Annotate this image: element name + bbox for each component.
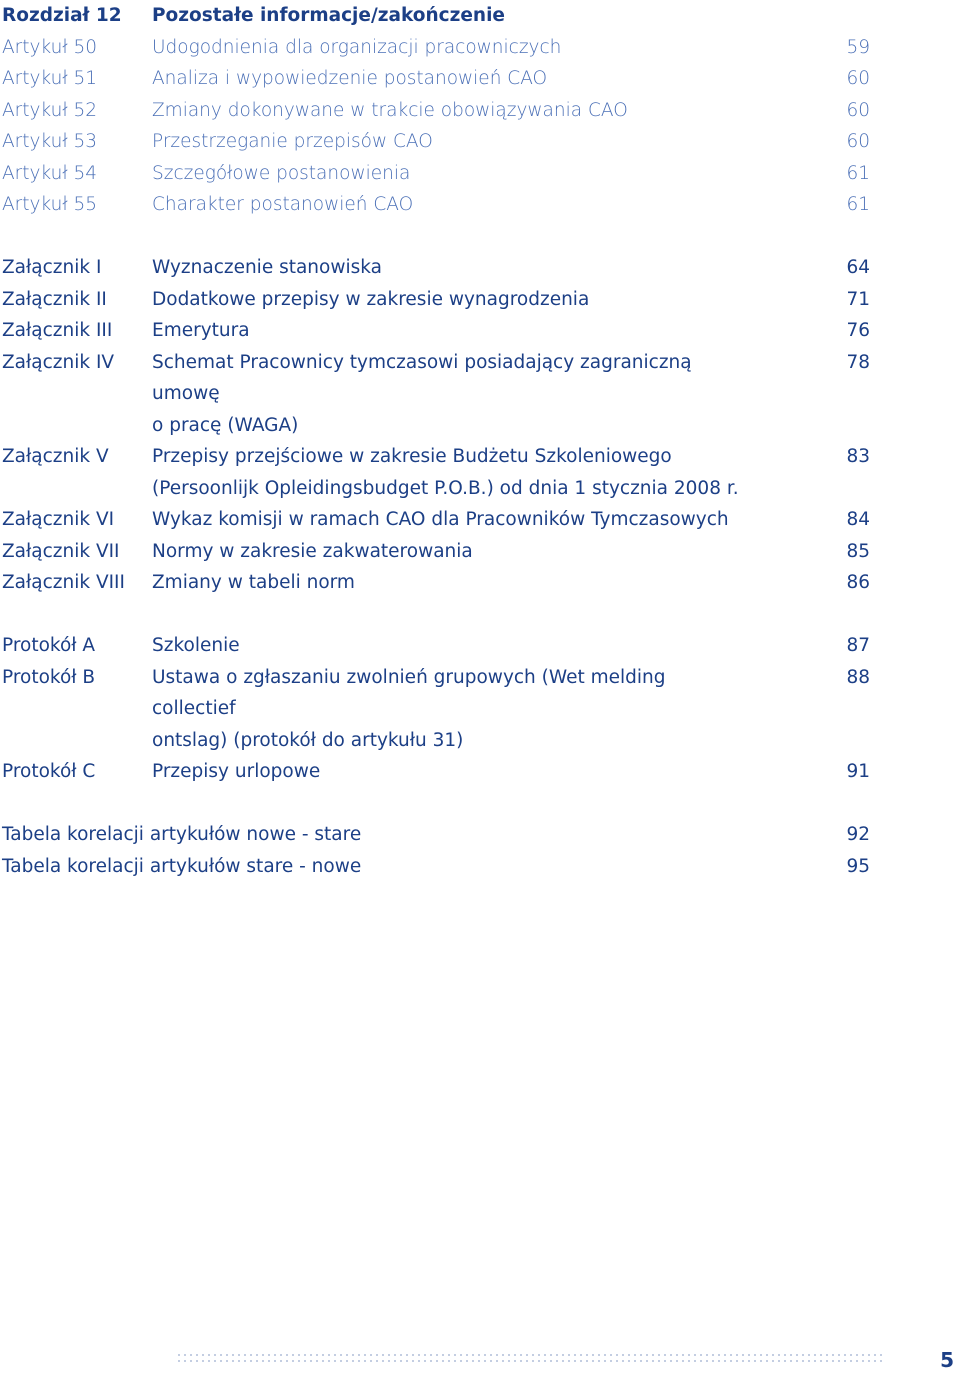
toc-entry-annex-i[interactable] [0,252,960,284]
entry-page: 87 [846,635,870,656]
toc-entry-article-53[interactable] [0,126,960,158]
toc-entry-protocol-a[interactable] [0,630,960,662]
entry-title [152,662,752,757]
chapter-label: Rozdział 12 [2,5,122,26]
entry-page: 78 [846,351,870,373]
entry-label: Załącznik V [2,446,109,467]
entry-page: 91 [846,761,870,782]
entry-title-line-1: Przepisy przejściowe w zakresie Budżetu Szkoleniowego [152,446,672,467]
toc-entry-article-52[interactable] [0,95,960,127]
entry-page: 60 [846,68,870,89]
entry-page: 59 [846,36,870,58]
entry-label: Artykuł 54 [2,162,98,184]
toc-entry-annex-viii[interactable] [0,567,960,599]
entry-title: Analiza i wypowiedzenie postanowień CAO [152,68,548,89]
toc-entry-article-54[interactable] [0,158,960,190]
entry-label: Artykuł 51 [2,68,98,89]
page-number: 5 [940,1348,954,1372]
toc-entry-table-old-new[interactable] [0,851,960,883]
toc-entry-annex-vi[interactable] [0,504,960,536]
entry-page: 92 [846,824,870,845]
footer-braille-pattern [176,1352,886,1364]
entry-label: Tabela korelacji artykułów nowe - stare [2,824,362,845]
entry-title: Wykaz komisji w ramach CAO dla Pracowników Tymczasowych [152,509,729,530]
entry-page: 83 [846,446,870,467]
entry-title-line-2: (Persoonlijk Opleidingsbudget P.O.B.) od dnia 1 stycznia 2008 r. [152,477,739,499]
entry-title: Szkolenie [152,635,240,656]
entry-title-line-2: ontslag) (protokół do artykułu 31) [152,729,464,751]
chapter-header [0,0,960,32]
entry-title: Wyznaczenie stanowiska [152,257,382,278]
entry-label: Załącznik II [2,288,107,310]
entry-page: 61 [846,194,870,215]
toc-entry-protocol-c[interactable] [0,756,960,788]
entry-title [152,441,752,504]
entry-title: Zmiany dokonywane w trakcie obowiązywania CAO [152,99,628,121]
entry-label: Artykuł 52 [2,99,98,121]
entry-title [152,347,752,442]
entry-label: Artykuł 53 [2,131,98,152]
entry-page: 85 [846,540,870,562]
entry-label: Protokół B [2,666,96,688]
toc-entry-table-new-old[interactable] [0,819,960,851]
entry-title: Normy w zakresie zakwaterowania [152,540,473,562]
entry-label: Załącznik III [2,320,113,341]
entry-page: 64 [846,257,870,278]
entry-label: Załącznik VI [2,509,115,530]
entry-title: Zmiany w tabeli norm [152,572,355,593]
entry-page: 88 [846,666,870,688]
entry-label: Załącznik VII [2,540,120,562]
toc-entry-annex-iv[interactable] [0,347,960,442]
entry-title-line-2: o pracę (WAGA) [152,414,299,436]
entry-page: 71 [846,288,870,310]
toc-entry-article-55[interactable] [0,189,960,221]
toc-entry-protocol-b[interactable] [0,662,960,757]
entry-title-line-1: Ustawa o zgłaszaniu zwolnień grupowych (Wet melding collectief [152,666,666,719]
toc-entry-annex-v[interactable] [0,441,960,504]
entry-title: Dodatkowe przepisy w zakresie wynagrodzenia [152,288,590,310]
entry-label: Protokół A [2,635,96,656]
entry-page: 60 [846,131,870,152]
entry-title: Emerytura [152,320,250,341]
entry-page: 60 [846,99,870,121]
entry-label: Załącznik IV [2,351,115,373]
entry-label: Tabela korelacji artykułów stare - nowe [2,855,362,877]
entry-title-line-1: Schemat Pracownicy tymczasowi posiadający zagraniczną umowę [152,351,692,404]
toc-entry-annex-iii[interactable] [0,315,960,347]
entry-title: Udogodnienia dla organizacji pracowniczych [152,36,562,58]
entry-label: Załącznik I [2,257,102,278]
entry-label: Artykuł 50 [2,36,98,58]
toc-entry-article-50[interactable] [0,32,960,64]
entry-title: Przepisy urlopowe [152,761,321,782]
entry-label: Załącznik VIII [2,572,125,593]
toc-entry-annex-vii[interactable] [0,536,960,568]
entry-page: 61 [846,162,870,184]
entry-title: Przestrzeganie przepisów CAO [152,131,433,152]
chapter-title: Pozostałe informacje/zakończenie [152,5,505,26]
entry-page: 86 [846,572,870,593]
entry-label: Artykuł 55 [2,194,98,215]
toc-entry-annex-ii[interactable] [0,284,960,316]
entry-title: Charakter postanowień CAO [152,194,414,215]
entry-page: 84 [846,509,870,530]
entry-page: 76 [846,320,870,341]
entry-page: 95 [846,855,870,877]
toc-entry-article-51[interactable] [0,63,960,95]
entry-title: Szczegółowe postanowienia [152,162,411,184]
entry-label: Protokół C [2,761,96,782]
